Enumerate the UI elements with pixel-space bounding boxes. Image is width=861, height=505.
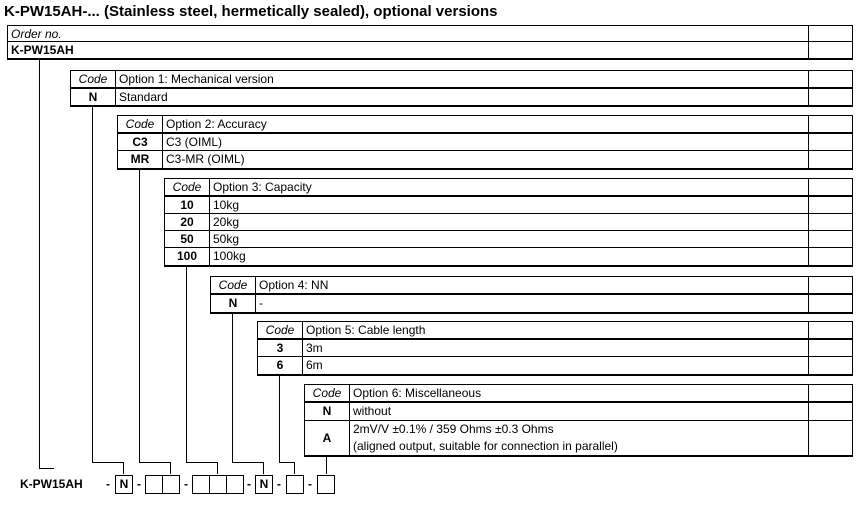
- option-3-row-2-extra: [808, 213, 853, 231]
- document-title: K-PW15AH-... (Stainless steel, hermetically sealed), optional versions: [4, 3, 498, 20]
- option-3-row-1-code: 10: [164, 196, 210, 214]
- option-1-row-1-extra: [808, 88, 853, 107]
- option-1-value-box: N: [115, 475, 133, 494]
- option-6-row-1-extra: [808, 402, 853, 421]
- option-2-code-header: Code: [117, 115, 163, 134]
- option-6-extra: [808, 384, 853, 403]
- order-line-base: K-PW15AH: [20, 477, 83, 491]
- option-5-row-2-code: 6: [257, 356, 303, 376]
- order-line-separator: -: [106, 477, 110, 491]
- option-6-code-header: Code: [304, 384, 350, 403]
- option-3-row-4-desc: 100kg: [209, 247, 809, 267]
- option-6-row-2-extra: [808, 420, 853, 457]
- option-1-extra: [808, 70, 853, 89]
- option-5-row-2-desc: 6m: [302, 356, 809, 376]
- option-4-code-header: Code: [210, 276, 256, 295]
- option-5-row-2-extra: [808, 356, 853, 376]
- option-2-title: Option 2: Accuracy: [162, 115, 809, 134]
- option-4-value-box: N: [255, 475, 273, 494]
- option-2-row-1-code: C3: [117, 133, 163, 151]
- option-2-row-2-desc: C3-MR (OIML): [162, 150, 809, 170]
- option-4-row-1-code: N: [210, 294, 256, 314]
- option-3-row-3-desc: 50kg: [209, 230, 809, 248]
- option-6-row-1-code: N: [304, 402, 350, 421]
- base-code: K-PW15AH: [11, 43, 74, 57]
- option-1-row-1-desc: Standard: [115, 88, 809, 107]
- option-6-row-2-desc-line-2: (aligned output, suitable for connection in parallel): [353, 439, 618, 453]
- order-line-separator: -: [184, 477, 188, 491]
- option-3-row-1-desc: 10kg: [209, 196, 809, 214]
- option-3-row-2-code: 20: [164, 213, 210, 231]
- option-6-slot-1: [317, 475, 335, 494]
- option-6-title: Option 6: Miscellaneous: [349, 384, 809, 403]
- order-no-label-cell: [7, 25, 809, 42]
- option-3-code-header: Code: [164, 178, 210, 197]
- base-code-cell: [7, 41, 809, 60]
- order-line-separator: -: [308, 477, 312, 491]
- option-6-row-2-desc-line-1: 2mV/V ±0.1% / 359 Ohms ±0.3 Ohms: [353, 422, 554, 436]
- option-5-code-header: Code: [257, 321, 303, 340]
- order-line-separator: -: [277, 477, 281, 491]
- option-5-row-1-code: 3: [257, 339, 303, 357]
- option-3-row-1-extra: [808, 196, 853, 214]
- option-4-row-1-desc: -: [255, 294, 809, 314]
- option-2-row-2-code: MR: [117, 150, 163, 170]
- base-code-extra-cell: [808, 41, 853, 60]
- option-4-title: Option 4: NN: [255, 276, 809, 295]
- option-3-row-3-code: 50: [164, 230, 210, 248]
- option-3-slot-3: [226, 475, 244, 494]
- option-6-row-2-code: A: [304, 420, 350, 457]
- option-6-row-1-desc: without: [349, 402, 809, 421]
- option-1-row-1-code: N: [70, 88, 116, 107]
- option-5-row-1-desc: 3m: [302, 339, 809, 357]
- option-1-code-header: Code: [70, 70, 116, 89]
- option-4-row-1-extra: [808, 294, 853, 314]
- option-2-slot-2: [162, 475, 180, 494]
- option-5-title: Option 5: Cable length: [302, 321, 809, 340]
- option-4-extra: [808, 276, 853, 295]
- option-6-row-2-desc: [349, 420, 809, 457]
- option-2-row-2-extra: [808, 150, 853, 170]
- option-5-slot-1: [286, 475, 304, 494]
- order-line-separator: -: [137, 477, 141, 491]
- option-2-extra: [808, 115, 853, 134]
- order-no-label: Order no.: [11, 27, 62, 41]
- order-no-extra-cell: [808, 25, 853, 42]
- option-5-row-1-extra: [808, 339, 853, 357]
- option-3-row-2-desc: 20kg: [209, 213, 809, 231]
- option-5-extra: [808, 321, 853, 340]
- order-line-separator: -: [247, 477, 251, 491]
- option-2-slot-1: [145, 475, 163, 494]
- option-2-row-1-extra: [808, 133, 853, 151]
- option-3-slot-2: [209, 475, 227, 494]
- option-3-extra: [808, 178, 853, 197]
- option-1-title: Option 1: Mechanical version: [115, 70, 809, 89]
- option-3-slot-1: [192, 475, 210, 494]
- option-3-row-3-extra: [808, 230, 853, 248]
- option-3-title: Option 3: Capacity: [209, 178, 809, 197]
- option-3-row-4-code: 100: [164, 247, 210, 267]
- option-2-row-1-desc: C3 (OIML): [162, 133, 809, 151]
- option-3-row-4-extra: [808, 247, 853, 267]
